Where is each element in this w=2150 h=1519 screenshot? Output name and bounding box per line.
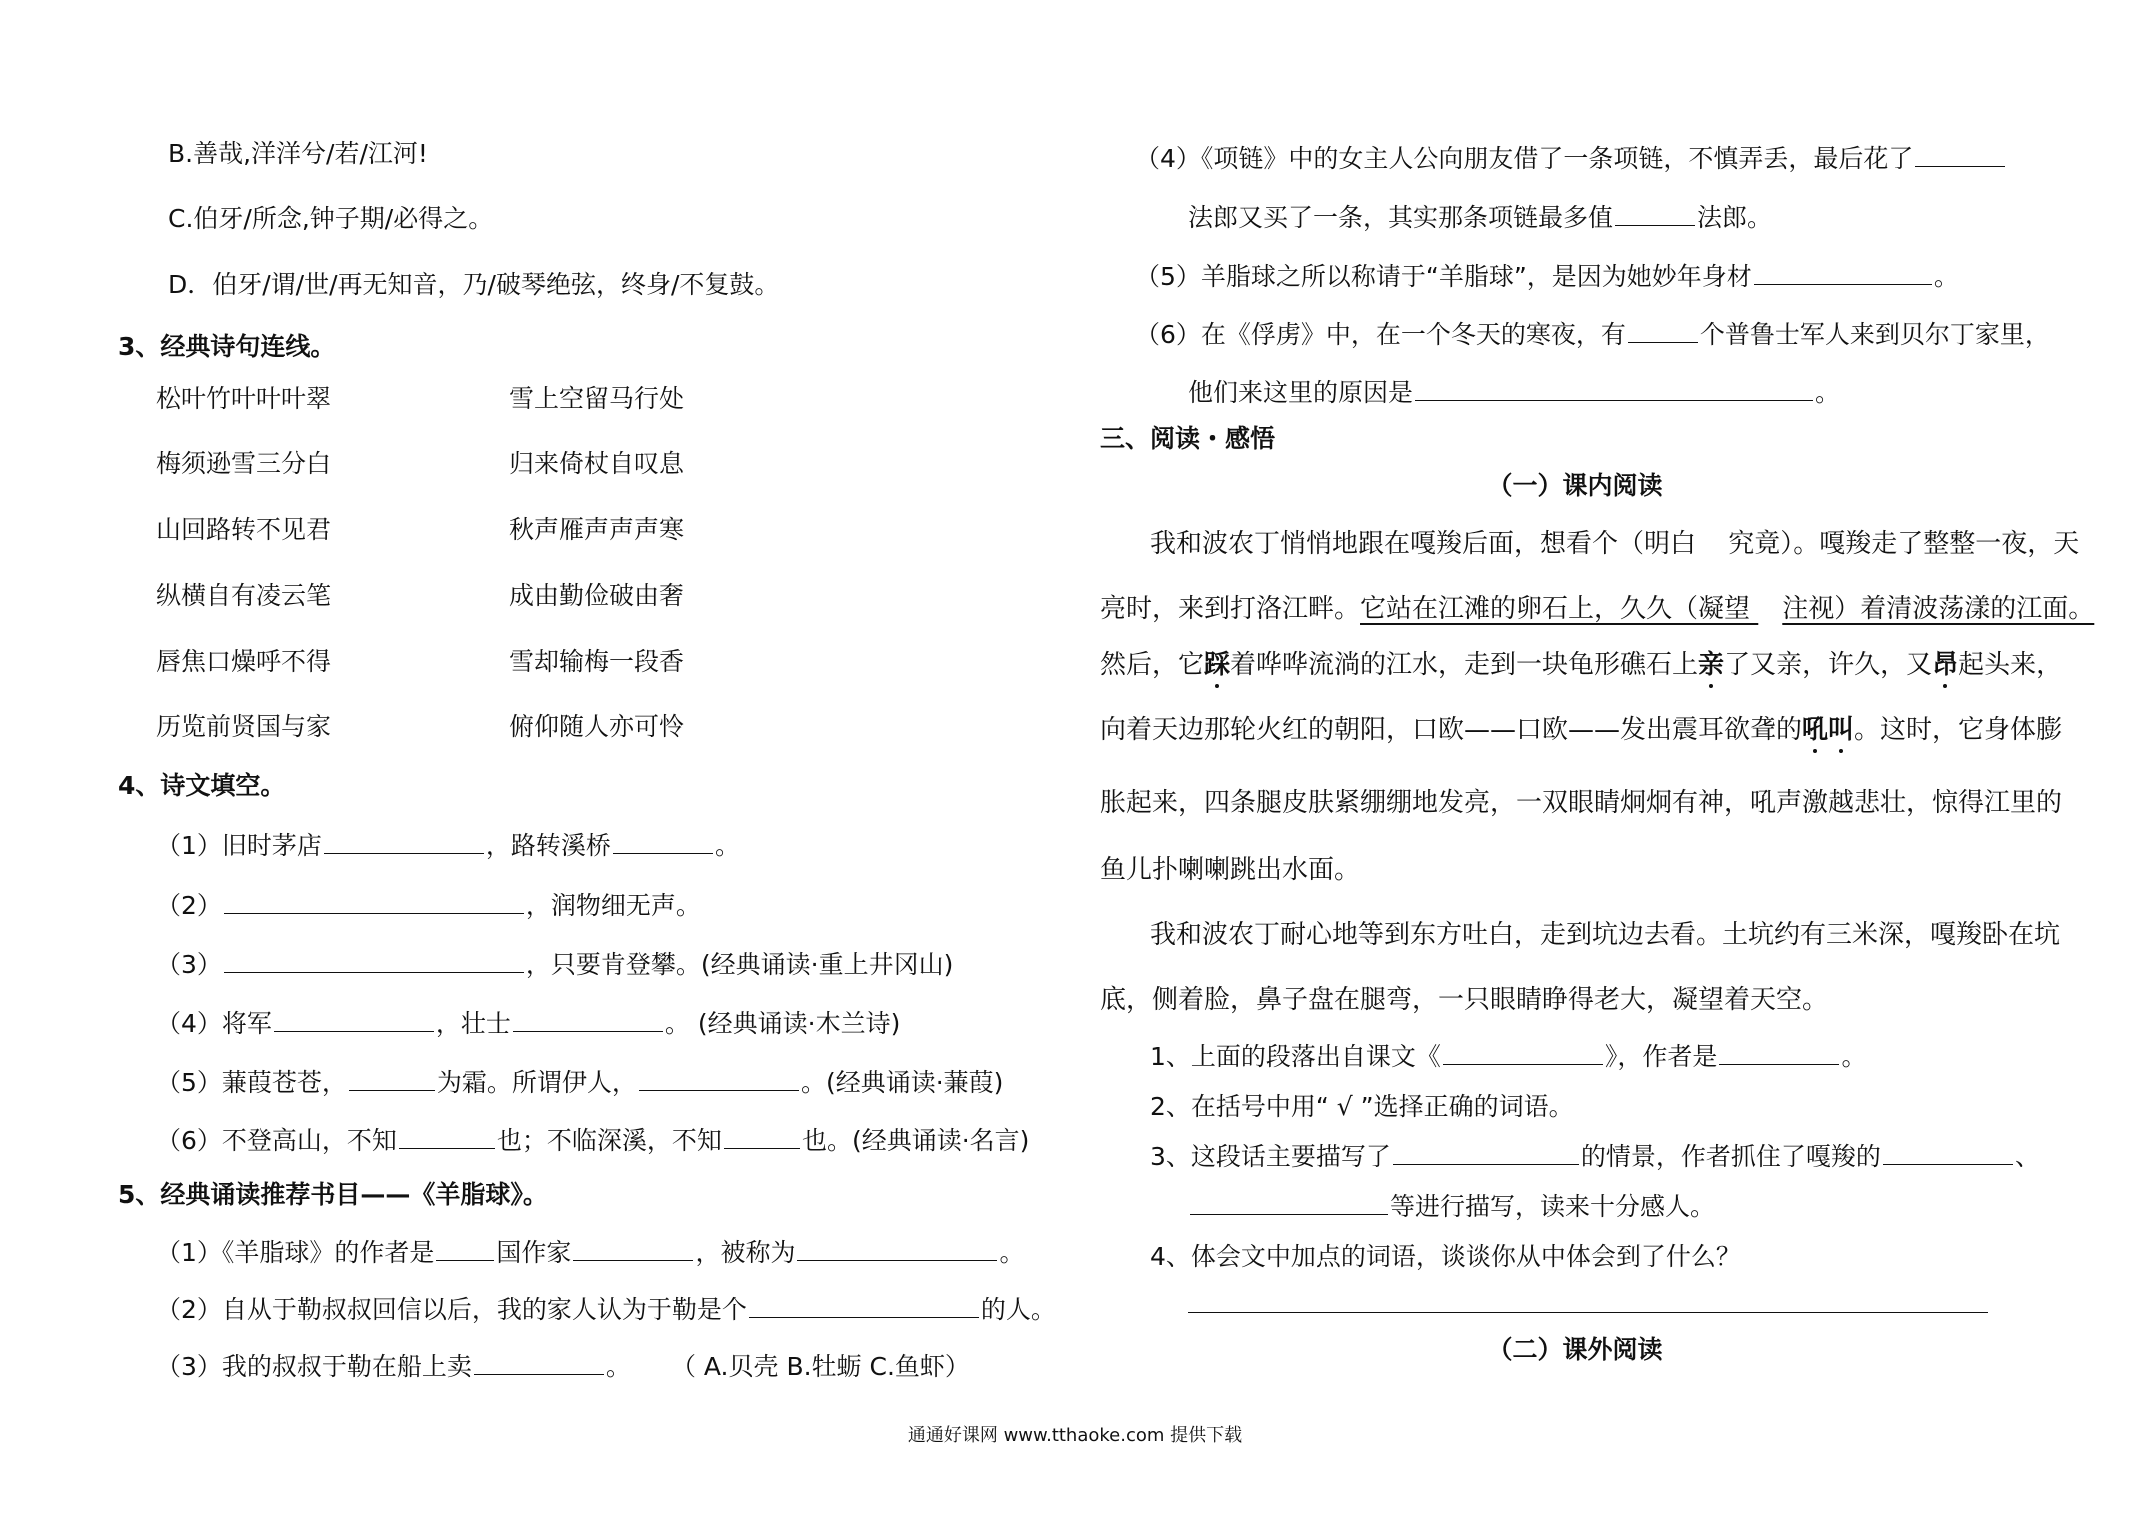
r-item-6 <box>1135 318 2050 352</box>
reading-question-3-cont <box>1188 1190 1715 1224</box>
blank[interactable] <box>436 1236 494 1261</box>
passage-text: 亮时，来到打洛江畔。 <box>1100 594 1361 624</box>
dotted-word: 踩 <box>1204 650 1231 680</box>
q4-item-6-text: 也。(经典诵读·名言) <box>801 1126 1030 1155</box>
blank[interactable] <box>1628 318 1698 343</box>
dotted-word: 昂 <box>1932 650 1959 680</box>
blank[interactable] <box>224 948 524 973</box>
blank[interactable] <box>1393 1140 1579 1165</box>
section-3-heading: 三、阅读・感悟 <box>1100 424 1276 453</box>
reading-question-text: 。 <box>1841 1042 1867 1071</box>
list-item: 历览前贤国与家 <box>156 712 332 741</box>
r-item-6-cont <box>1188 376 1840 410</box>
dotted-word: 叫 <box>1828 715 1855 745</box>
q4-item-6-text: （6）不登高山，不知 <box>156 1126 397 1155</box>
passage-text: 起头来， <box>1958 650 2063 680</box>
q2-option-b: B.善哉,洋洋兮/若/江河! <box>168 139 428 168</box>
blank[interactable] <box>349 1066 435 1091</box>
r-item-6-text: 。 <box>1815 378 1841 407</box>
blank[interactable] <box>274 1007 434 1032</box>
passage-line <box>1100 592 2094 626</box>
reading-question-4: 4、体会文中加点的词语，谈谈你从中体会到了什么？ <box>1150 1242 1741 1271</box>
list-item: 山回路转不见君 <box>156 515 332 544</box>
r-item-5-text: 。 <box>1933 262 1959 291</box>
q4-item-3-text: ，只要肯登攀。(经典诵读·重上井冈山) <box>525 950 954 979</box>
r-item-4 <box>1135 142 2007 176</box>
q5-item-1-text: 。 <box>999 1238 1025 1267</box>
q4-item-1 <box>156 829 740 863</box>
q4-item-6-text: 也；不临深溪，不知 <box>496 1126 722 1155</box>
reading-question-text: 等进行描写，读来十分感人。 <box>1390 1192 1716 1221</box>
blank[interactable] <box>573 1236 693 1261</box>
blank[interactable] <box>613 829 713 854</box>
q2-option-c: C.伯牙/所念,钟子期/必得之。 <box>168 204 494 233</box>
passage-line: 底，侧着脸，鼻子盘在腿弯，一只眼睛睁得老大，凝望着天空。 <box>1100 985 1829 1015</box>
dotted-word: 亲 <box>1698 650 1725 680</box>
list-item: 雪却输梅一段香 <box>509 647 685 676</box>
reading-question-3 <box>1150 1140 2040 1174</box>
list-item: 俯仰随人亦可怜 <box>509 712 685 741</box>
r-item-4-cont <box>1188 201 1772 235</box>
q5-item-2 <box>156 1293 1056 1327</box>
r-item-6-text: 他们来这里的原因是 <box>1188 378 1414 407</box>
passage-text: 然后，它 <box>1100 650 1205 680</box>
q5-item-3-text: 。 <box>605 1352 631 1381</box>
blank[interactable] <box>1915 142 2005 167</box>
q5-item-3-text: （3）我的叔叔于勒在船上卖 <box>156 1352 472 1381</box>
q4-item-5-text: （5）蒹葭苍苍， <box>156 1068 347 1097</box>
list-item: 梅须逊雪三分白 <box>156 449 332 478</box>
blank[interactable] <box>724 1124 800 1149</box>
list-item: 松叶竹叶叶叶翠 <box>156 384 332 413</box>
q5-item-1-text: 国作家 <box>496 1238 572 1267</box>
sub-heading-2: （二）课外阅读 <box>1487 1335 1663 1364</box>
q3-heading: 3、经典诗句连线。 <box>118 332 336 361</box>
blank[interactable] <box>1415 376 1813 401</box>
q4-item-1-text: 。 <box>714 831 740 860</box>
r-item-6-text: 个普鲁士军人来到贝尔丁家里， <box>1699 320 2050 349</box>
passage-text: 我和波农丁悄悄地跟在嘎羧后面，想看个（明白 <box>1150 529 1705 559</box>
list-item: 秋声雁声声声寒 <box>509 515 685 544</box>
q4-item-5-text: 为霜。所谓伊人， <box>436 1068 637 1097</box>
underlined-sentence: 注视）着清波荡漾的江面。 <box>1782 594 2095 624</box>
passage-line <box>1100 713 2062 747</box>
blank[interactable] <box>399 1124 495 1149</box>
reading-question-text: 》，作者是 <box>1604 1042 1718 1071</box>
r-item-4-text: （4）《项链》中的女主人公向朋友借了一条项链，不慎弄丢，最后花了 <box>1135 144 1914 173</box>
passage-line: 鱼儿扑喇喇跳出水面。 <box>1100 855 1361 885</box>
q5-item-1 <box>156 1236 1024 1270</box>
passage-text: 着哗哗流淌的江水，走到一块龟形礁石上 <box>1230 650 1699 680</box>
q4-item-1-text: （1）旧时茅店 <box>156 831 322 860</box>
q4-item-2-text: ，润物细无声。 <box>525 891 701 920</box>
blank[interactable] <box>1443 1040 1603 1065</box>
page-footer: 通通好课网 www.tthaoke.com 提供下载 <box>907 1425 1243 1446</box>
q5-item-1-text: ，被称为 <box>695 1238 796 1267</box>
passage-line: 我和波农丁耐心地等到东方吐白，走到坑边去看。土坑约有三米深，嘎羧卧在坑 <box>1150 920 2061 950</box>
blank[interactable] <box>224 889 524 914</box>
r-item-4-text: 法郎。 <box>1697 203 1773 232</box>
q5-item-1-text: （1）《羊脂球》的作者是 <box>156 1238 435 1267</box>
q5-item-3-options: （ A.贝壳 B.牡蛎 C.鱼虾） <box>670 1352 970 1381</box>
blank[interactable] <box>1883 1140 2013 1165</box>
r-item-6-text: （6）在《俘虏》中，在一个冬天的寒夜，有 <box>1135 320 1626 349</box>
blank[interactable] <box>797 1236 997 1261</box>
blank[interactable] <box>1754 260 1932 285</box>
answer-line[interactable] <box>1188 1312 1988 1313</box>
q4-item-2-text: （2） <box>156 891 222 920</box>
reading-question-text: 1、上面的段落出自课文《 <box>1150 1042 1441 1071</box>
q4-item-4-text: ，壮士 <box>435 1009 511 1038</box>
passage-text: 向着天边那轮火红的朝阳，口欧——口欧——发出震耳欲聋的 <box>1100 715 1803 745</box>
q4-item-4 <box>156 1007 900 1041</box>
reading-question-text: 3、这段话主要描写了 <box>1150 1142 1391 1171</box>
blank[interactable] <box>513 1007 663 1032</box>
passage-text: 究竟）。嘎羧走了整整一夜，天 <box>1728 529 2080 559</box>
blank[interactable] <box>1615 201 1695 226</box>
q4-item-4-text: 。 (经典诵读·木兰诗) <box>664 1009 901 1038</box>
underlined-sentence: 它站在江滩的卵石上，久久（凝望 <box>1360 594 1759 624</box>
blank[interactable] <box>749 1293 979 1318</box>
passage-line <box>1100 648 2062 682</box>
reading-question-2: 2、在括号中用“ √ ”选择正确的词语。 <box>1150 1092 1574 1121</box>
q4-item-4-text: （4）将军 <box>156 1009 272 1038</box>
r-item-5 <box>1135 260 1959 294</box>
reading-question-1 <box>1150 1040 1866 1074</box>
passage-line: 胀起来，四条腿皮肤紧绷绷地发亮，一双眼睛炯炯有神，吼声激越悲壮，惊得江里的 <box>1100 788 2063 818</box>
reading-question-text: 、 <box>2014 1142 2040 1171</box>
blank[interactable] <box>324 829 484 854</box>
q5-item-3 <box>156 1350 970 1384</box>
q4-item-2 <box>156 889 701 923</box>
passage-text: 。这时，它身体膨 <box>1854 715 2063 745</box>
q4-item-5-text: 。(经典诵读·蒹葭) <box>800 1068 1004 1097</box>
q5-item-2-text: 的人。 <box>980 1295 1056 1324</box>
q2-option-d: D．伯牙/谓/世/再无知音，乃/破琴绝弦，终身/不复鼓。 <box>168 270 780 299</box>
list-item: 纵横自有凌云笔 <box>156 581 332 610</box>
q4-item-3-text: （3） <box>156 950 222 979</box>
list-item: 唇焦口燥呼不得 <box>156 647 332 676</box>
blank[interactable] <box>639 1066 799 1091</box>
list-item: 雪上空留马行处 <box>509 384 685 413</box>
q5-item-2-text: （2）自从于勒叔叔回信以后，我的家人认为于勒是个 <box>156 1295 747 1324</box>
q4-item-5 <box>156 1066 1003 1100</box>
blank[interactable] <box>474 1350 604 1375</box>
r-item-4-text: 法郎又买了一条，其实那条项链最多值 <box>1188 203 1614 232</box>
r-item-5-text: （5）羊脂球之所以称请于“羊脂球”，是因为她妙年身材 <box>1135 262 1752 291</box>
q4-item-6 <box>156 1124 1029 1158</box>
q4-heading: 4、诗文填空。 <box>118 771 286 800</box>
blank[interactable] <box>1719 1040 1839 1065</box>
q4-item-1-text: ，路转溪桥 <box>485 831 611 860</box>
passage-line <box>1150 527 2079 561</box>
dotted-word: 吼 <box>1802 715 1829 745</box>
q5-heading: 5、经典诵读推荐书目——《羊脂球》。 <box>118 1180 548 1209</box>
list-item: 成由勤俭破由奢 <box>509 581 685 610</box>
q4-item-3 <box>156 948 953 982</box>
blank[interactable] <box>1190 1190 1388 1215</box>
passage-text: 了又亲，许久，又 <box>1724 650 1933 680</box>
list-item: 归来倚杖自叹息 <box>509 449 685 478</box>
reading-question-text: 的情景，作者抓住了嘎羧的 <box>1580 1142 1881 1171</box>
sub-heading-1: （一）课内阅读 <box>1487 471 1663 500</box>
